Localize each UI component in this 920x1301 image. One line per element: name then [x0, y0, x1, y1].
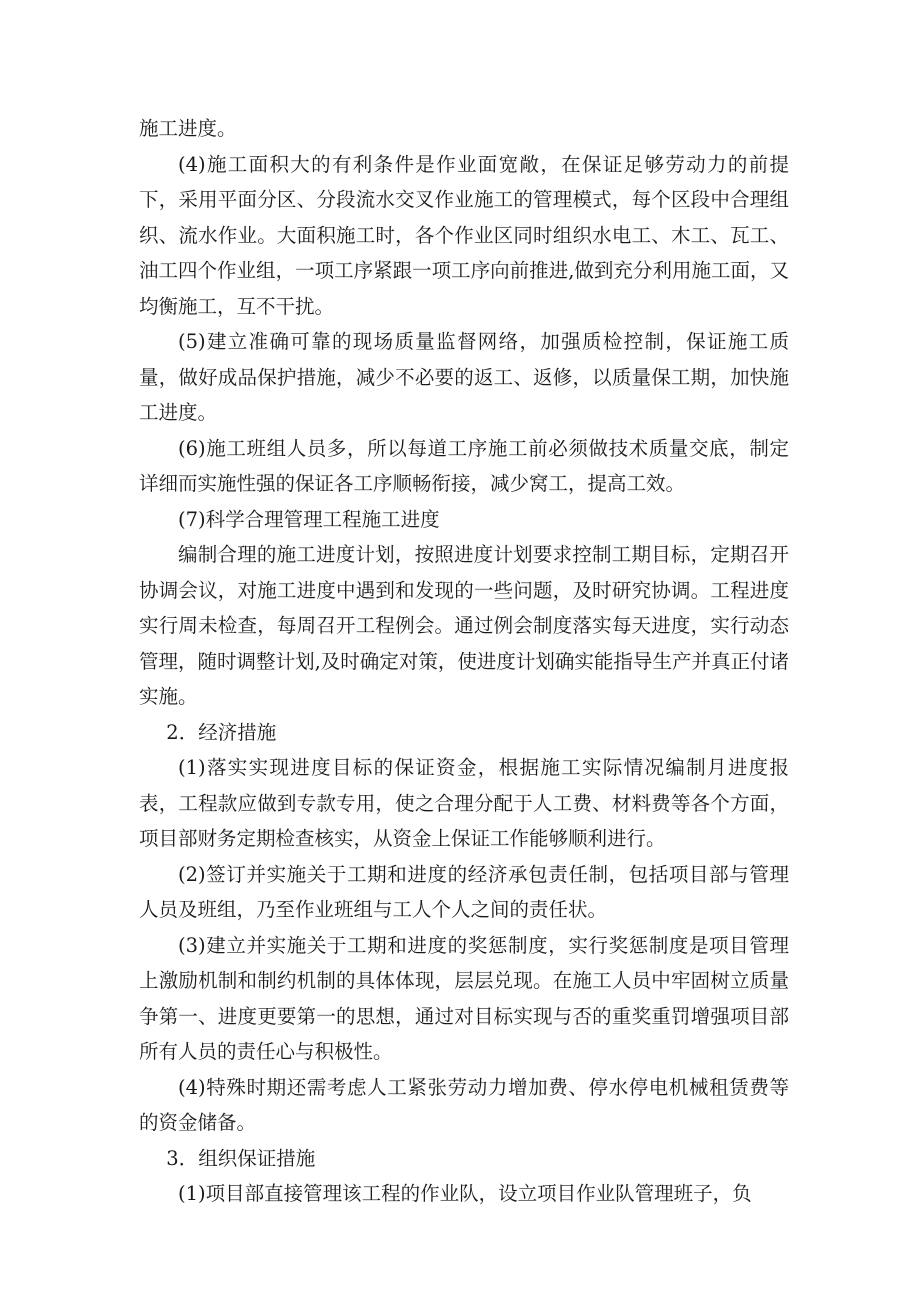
- paragraph-schedule-plan: 编制合理的施工进度计划，按照进度计划要求控制工期目标，定期召开协调会议，对施工进度中遇到和发现的一些问题，及时研究协调。工程进度实行周未检查，每周召开工程例会。通过例会制度落实每天进度，实行动态管理，随时调整计划,及时确定对策，使进度计划确实能指导生产并真正付诸实施。: [139, 543, 789, 708]
- paragraph-item-4: (4)施工面积大的有利条件是作业面宽敞，在保证足够劳动力的前提下，采用平面分区、分段流水交叉作业施工的管理模式，每个区段中合理组织、流水作业。大面积施工时，各个作业区同时组织水电工、木工、瓦工、油工四个作业组，一项工序紧跟一项工序向前推进,做到充分利用施工面，又均衡施工，互不干扰。: [139, 152, 789, 318]
- paragraph-item-6: (6)施工班组人员多，所以每道工序施工前必须做技术质量交底，制定详细而实施性强的保证各工序顺畅衔接，减少窝工，提高工效。: [139, 436, 789, 495]
- paragraph-economic-1: (1)落实实现进度目标的保证资金，根据施工实际情况编制月进度报表，工程款应做到专款专用，使之合理分配于人工费、材料费等各个方面，项目部财务定期检查核实，从资金上保证工作能够顺利进行。: [139, 756, 789, 850]
- section-heading-organization: 3．组织保证措施: [166, 1146, 316, 1170]
- paragraph-item-7: (7)科学合理管理工程施工进度: [178, 507, 440, 531]
- paragraph-economic-4: (4)特殊时期还需考虑人工紧张劳动力增加费、停水停电机械租赁费等的资金储备。: [139, 1075, 789, 1134]
- paragraph-item-5: (5)建立准确可靠的现场质量监督网络，加强质检控制，保证施工质量，做好成品保护措施，减少不必要的返工、返修，以质量保工期，加快施工进度。: [139, 330, 789, 424]
- paragraph-economic-2: (2)签订并实施关于工期和进度的经济承包责任制，包括项目部与管理人员及班组，乃至作业班组与工人个人之间的责任状。: [139, 862, 789, 921]
- section-heading-economic: 2．经济措施: [166, 720, 277, 744]
- paragraph-organization-1: (1)项目部直接管理该工程的作业队，设立项目作业队管理班子，负: [178, 1182, 752, 1205]
- document-body: [139, 111, 789, 1212]
- paragraph-economic-3: (3)建立并实施关于工期和进度的奖惩制度，实行奖惩制度是项目管理上激励机制和制约机制的具体体现，层层兑现。在施工人员中牢固树立质量争第一、进度更要第一的思想，通过对目标实现与否的重奖重罚增强项目部所有人员的责任心与积极性。: [139, 933, 789, 1063]
- paragraph-continuation: 施工进度。: [139, 117, 237, 140]
